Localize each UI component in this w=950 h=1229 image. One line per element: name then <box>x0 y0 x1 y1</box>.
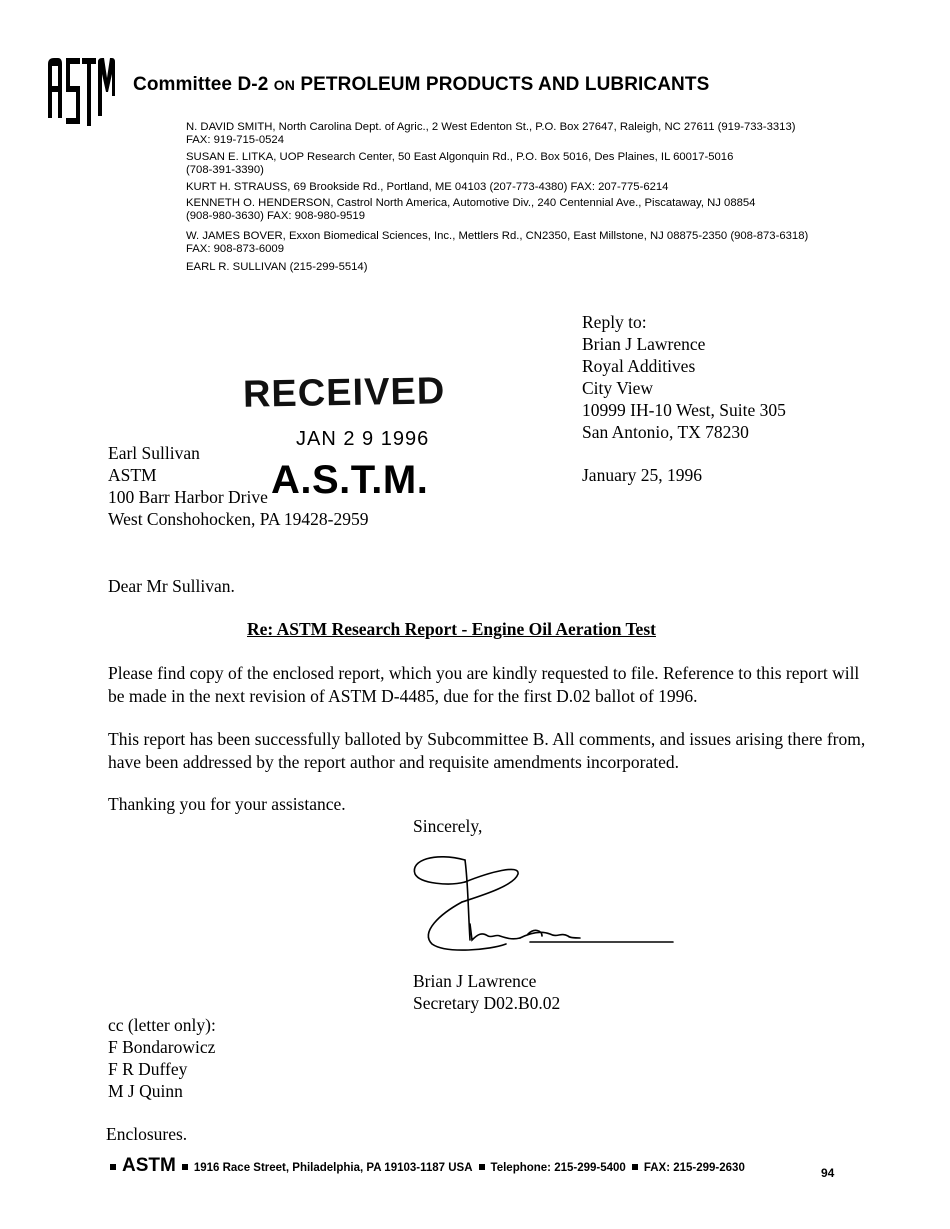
recipient-line: ASTM <box>108 465 157 485</box>
bullet-square-icon <box>479 1164 485 1170</box>
footer-fax: FAX: 215-299-2630 <box>643 1162 745 1174</box>
recipient-line: West Conshohocken, PA 19428-2959 <box>108 509 369 529</box>
reply-to-line: 10999 IH-10 West, Suite 305 <box>582 400 786 420</box>
enclosures-note: Enclosures. <box>106 1124 188 1144</box>
recipient-line: 100 Barr Harbor Drive <box>108 487 268 507</box>
signer-block <box>413 970 560 1014</box>
footer-telephone: Telephone: 215-299-5400 <box>490 1162 626 1174</box>
committee-title-on: ON <box>273 77 295 93</box>
officer-line: W. JAMES BOVER, Exxon Biomedical Sciences, Inc., Mettlers Rd., CN2350, East Millstone, NJ 08875-2350 (908-873-6318) <box>186 230 809 242</box>
reply-to-line: City View <box>582 378 654 398</box>
reply-to-line: San Antonio, TX 78230 <box>582 422 749 442</box>
officer-line: FAX: 919-715-0524 <box>186 134 284 146</box>
cc-block <box>108 1014 216 1102</box>
reply-to-line: Brian J Lawrence <box>582 334 706 354</box>
body-paragraph: This report has been successfully balloted by Subcommittee B. All comments, and issues arising there from, have been addressed by the report author and requisite amendments incorporated. <box>108 729 866 772</box>
cc-name: F Bondarowicz <box>108 1037 216 1057</box>
signer-title: Secretary D02.B0.02 <box>413 993 561 1013</box>
sign-off: Sincerely, <box>413 816 483 836</box>
committee-title-b: PETROLEUM PRODUCTS AND LUBRICANTS <box>300 74 710 95</box>
cc-label: cc (letter only): <box>108 1015 216 1035</box>
received-stamp: RECEIVED <box>242 370 446 416</box>
officer-line: FAX: 908-873-6009 <box>186 243 284 255</box>
officer-line: N. DAVID SMITH, North Carolina Dept. of Agric., 2 West Edenton St., P.O. Box 27647, Raleigh, NC 27611 (919-733-3313) <box>186 121 796 133</box>
astm-stamp: A.S.T.M. <box>271 458 429 502</box>
astm-logo <box>44 56 116 128</box>
page-number: 94 <box>821 1166 835 1180</box>
officer-line: KURT H. STRAUSS, 69 Brookside Rd., Portland, ME 04103 (207-773-4380) FAX: 207-775-6214 <box>186 181 669 193</box>
officer-line: (908-980-3630) FAX: 908-980-9519 <box>186 210 365 222</box>
signer-name: Brian J Lawrence <box>413 971 537 991</box>
body-paragraph: Please find copy of the enclosed report, which you are kindly requested to file. Reference to this report will be made in the next revision of ASTM D-4485, due for the first D.02 ballot of 1996. <box>108 663 860 706</box>
salutation: Dear Mr Sullivan. <box>108 576 235 596</box>
officer-line: EARL R. SULLIVAN (215-299-5514) <box>186 261 368 273</box>
reply-to-label: Reply to: <box>582 312 647 332</box>
reply-to-block <box>582 311 786 443</box>
cc-name: F R Duffey <box>108 1059 188 1079</box>
committee-title <box>133 74 709 96</box>
closing-thanks: Thanking you for your assistance. <box>108 794 346 814</box>
handwritten-signature <box>410 852 680 962</box>
cc-name: M J Quinn <box>108 1081 183 1101</box>
footer-address: 1916 Race Street, Philadelphia, PA 19103-1187 USA <box>193 1162 473 1174</box>
officer-line: (708-391-3390) <box>186 164 264 176</box>
committee-title-a: Committee D-2 <box>133 74 269 95</box>
bullet-square-icon <box>182 1164 188 1170</box>
subject-line: Re: ASTM Research Report - Engine Oil Aeration Test <box>247 619 656 639</box>
footer <box>104 1155 745 1177</box>
bullet-square-icon <box>110 1164 116 1170</box>
letter-date: January 25, 1996 <box>582 465 703 485</box>
officer-line: SUSAN E. LITKA, UOP Research Center, 50 East Algonquin Rd., P.O. Box 5016, Des Plaines, IL 60017-5016 <box>186 151 734 163</box>
footer-org: ASTM <box>122 1155 176 1176</box>
recipient-line: Earl Sullivan <box>108 443 200 463</box>
reply-to-line: Royal Additives <box>582 356 696 376</box>
officer-line: KENNETH O. HENDERSON, Castrol North America, Automotive Div., 240 Centennial Ave., Piscataway, NJ 08854 <box>186 197 756 209</box>
received-stamp-date: JAN 2 9 1996 <box>296 428 430 450</box>
bullet-square-icon <box>632 1164 638 1170</box>
